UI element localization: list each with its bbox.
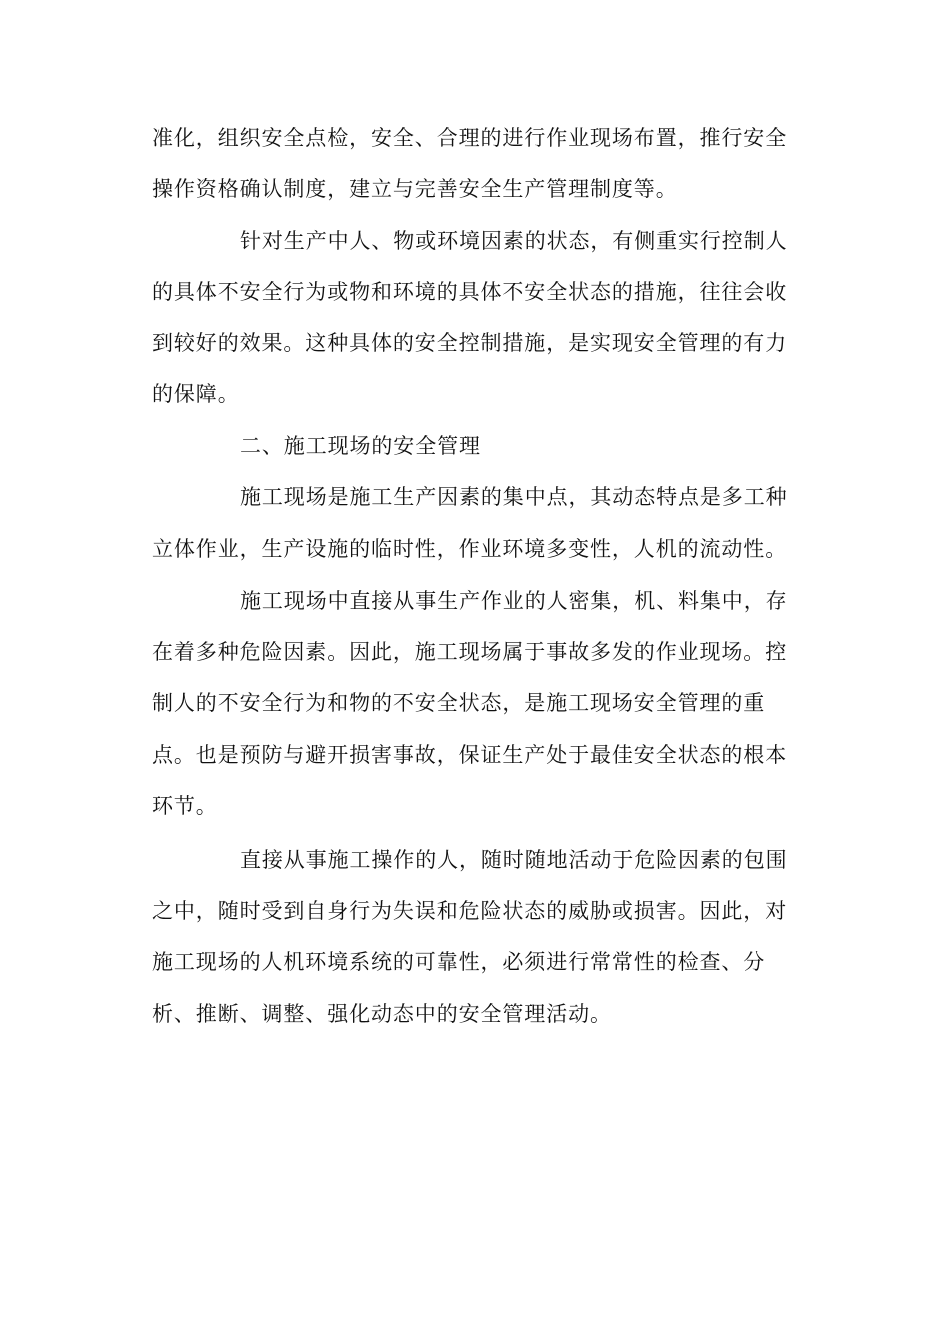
section-heading: 二、施工现场的安全管理 xyxy=(240,434,481,458)
paragraph-first-line: 直接从事施工操作的人，随时随地活动于危险因素的包围 xyxy=(240,848,788,872)
text-line: 制人的不安全行为和物的不安全状态，是施工现场安全管理的重 xyxy=(152,691,766,715)
text-line: 在着多种危险因素。因此，施工现场属于事故多发的作业现场。控 xyxy=(152,640,788,664)
text-line: 立体作业，生产设施的临时性，作业环境多变性，人机的流动性。 xyxy=(152,537,788,561)
text-line: 环节。 xyxy=(152,794,218,818)
text-line: 施工现场的人机环境系统的可靠性，必须进行常常性的检查、分 xyxy=(152,950,766,974)
text-line: 之中，随时受到自身行为失误和危险状态的威胁或损害。因此，对 xyxy=(152,899,788,923)
text-line: 析、推断、调整、强化动态中的安全管理活动。 xyxy=(152,1002,612,1026)
paragraph-first-line: 针对生产中人、物或环境因素的状态，有侧重实行控制人 xyxy=(240,229,788,253)
text-line: 准化，组织安全点检，安全、合理的进行作业现场布置，推行安全 xyxy=(152,126,788,150)
text-line: 到较好的效果。这种具体的安全控制措施，是实现安全管理的有力 xyxy=(152,331,788,355)
text-line: 的保障。 xyxy=(152,382,240,406)
text-line: 的具体不安全行为或物和环境的具体不安全状态的措施，往往会收 xyxy=(152,280,788,304)
text-line: 操作资格确认制度，建立与完善安全生产管理制度等。 xyxy=(152,177,678,201)
text-line: 点。也是预防与避开损害事故，保证生产处于最佳安全状态的根本 xyxy=(152,743,788,767)
paragraph-first-line: 施工现场中直接从事生产作业的人密集，机、料集中，存 xyxy=(240,589,788,613)
paragraph-first-line: 施工现场是施工生产因素的集中点，其动态特点是多工种 xyxy=(240,485,788,509)
